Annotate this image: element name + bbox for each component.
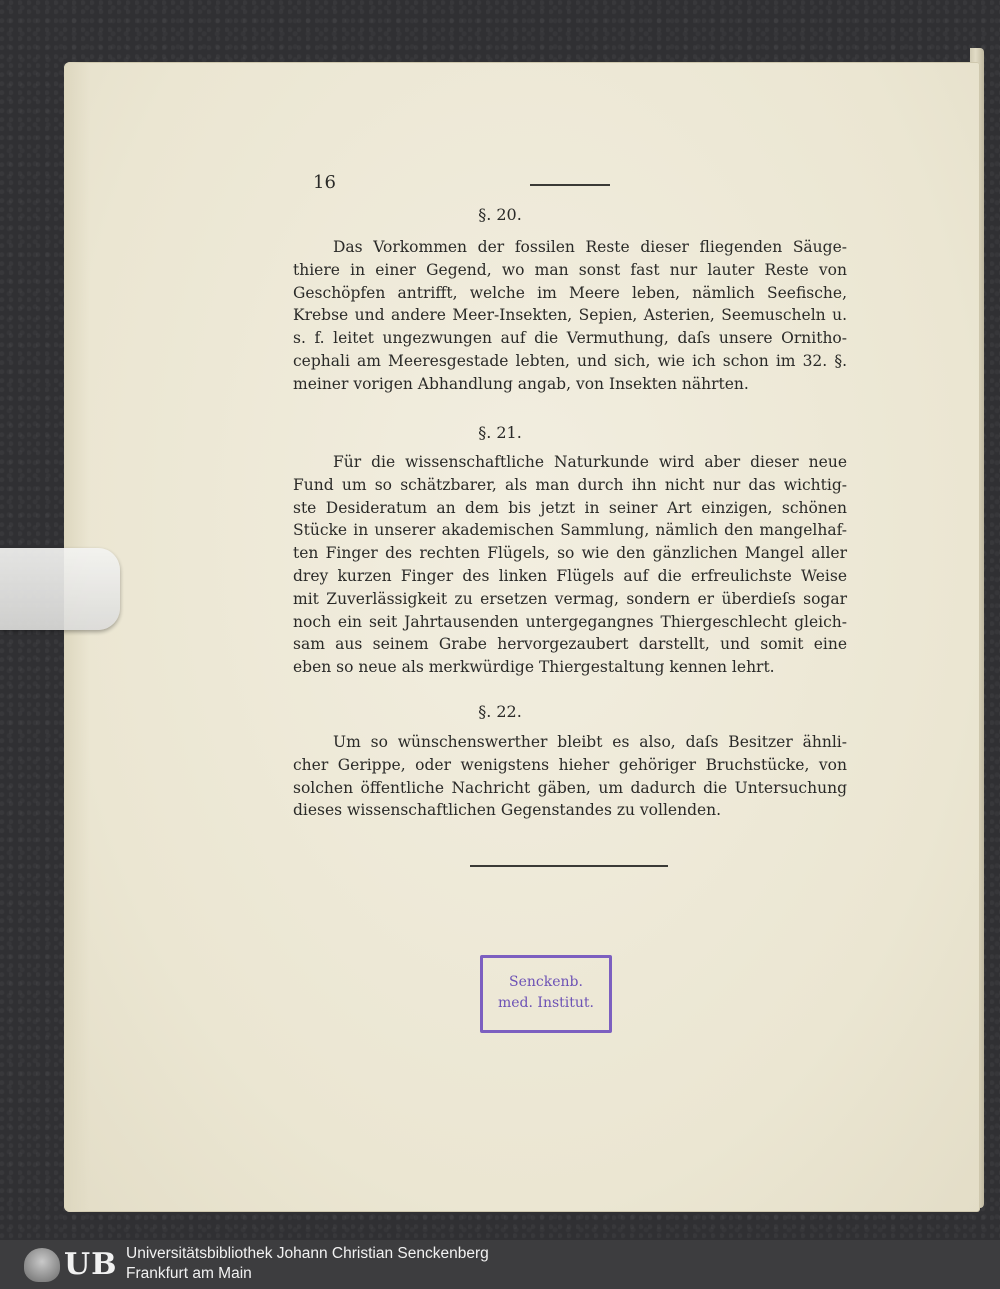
- text-line: Fund um so schätzbarer, als man durch ihn nicht nur das wichtig-: [293, 475, 847, 494]
- portrait-icon: [24, 1248, 60, 1282]
- library-name: Universitätsbibliothek Johann Christian Senckenberg: [126, 1245, 489, 1262]
- page-number: 16: [313, 172, 336, 193]
- library-location: Frankfurt am Main: [126, 1265, 252, 1282]
- bookmark-tab: [0, 548, 120, 630]
- text-line: sam aus seinem Grabe hervorgezaubert darstellt, und somit eine: [293, 635, 847, 654]
- text-line: Um so wünschenswerther bleibt es also, daſs Besitzer ähnli-: [333, 733, 847, 751]
- section-heading-21: §. 21.: [478, 423, 522, 442]
- header-rule: [530, 184, 610, 186]
- text-line: mit Zuverlässigkeit zu ersetzen vermag, sondern er überdieſs sogar: [293, 589, 847, 608]
- stamp-line-2: med. Institut.: [498, 995, 594, 1011]
- text-line: eben so neue als merkwürdige Thiergestaltung kennen lehrt.: [293, 658, 775, 677]
- stamp-line-1: Senckenb.: [509, 974, 583, 990]
- text-line: Stücke in unserer akademischen Sammlung, nämlich den mangelhaf-: [293, 521, 847, 540]
- text-line: cher Gerippe, oder wenigstens hieher gehöriger Bruchstücke, von: [293, 755, 847, 774]
- logo-text: UB: [64, 1247, 118, 1282]
- text-line: noch ein seit Jahrtausenden untergegangnes Thiergeschlecht gleich-: [293, 612, 847, 631]
- text-line: Krebse und andere Meer-Insekten, Sepien, Asterien, Seemuscheln u.: [293, 306, 847, 325]
- paragraph-20: [293, 236, 847, 396]
- footer-bar: [0, 1240, 1000, 1289]
- text-line: ste Desideratum an dem bis jetzt in seiner Art einzigen, schönen: [293, 498, 847, 517]
- library-stamp: [480, 955, 612, 1033]
- text-line: dieses wissenschaftlichen Gegenstandes zu vollenden.: [293, 801, 722, 820]
- text-line: s. f. leitet ungezwungen auf die Vermuthung, daſs unsere Ornitho-: [293, 329, 847, 348]
- text-line: drey kurzen Finger des linken Flügels auf die erfreulichste Weise: [293, 566, 847, 585]
- section-heading-20: §. 20.: [478, 205, 522, 224]
- end-rule: [470, 865, 668, 867]
- text-line: Geschöpfen antrifft, welche im Meere leben, nämlich Seefische,: [293, 283, 847, 302]
- page-shade: [64, 62, 90, 1212]
- text-line: solchen öffentliche Nachricht gäben, um dadurch die Untersuchung: [293, 778, 847, 797]
- text-line: cephali am Meeresgestade lebten, und sich, wie ich schon im 32. §.: [293, 351, 847, 370]
- text-line: meiner vorigen Abhandlung angab, von Insekten nährten.: [293, 374, 749, 393]
- text-line: Das Vorkommen der fossilen Reste dieser fliegenden Säuge-: [333, 238, 847, 256]
- ub-logo[interactable]: [6, 1245, 118, 1285]
- text-line: ten Finger des rechten Flügels, so wie den gänzlichen Mangel aller: [293, 544, 847, 563]
- paragraph-21: [293, 451, 847, 679]
- paragraph-22: [293, 731, 847, 822]
- text-line: Für die wissenschaftliche Naturkunde wird aber dieser neue: [333, 453, 847, 471]
- section-heading-22: §. 22.: [478, 702, 522, 721]
- text-line: thiere in einer Gegend, wo man sonst fast nur lauter Reste von: [293, 260, 847, 279]
